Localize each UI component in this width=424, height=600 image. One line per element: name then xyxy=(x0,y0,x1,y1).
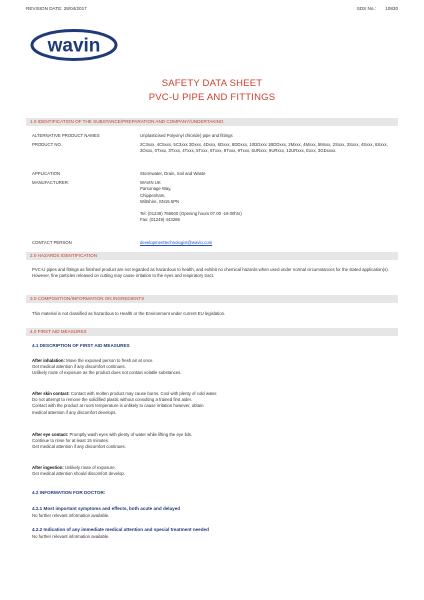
section-4-heading: 4.0 FIRST AID MEASURES xyxy=(26,328,398,336)
skin-contact-heading: After skin contact: xyxy=(32,391,70,396)
section-2-heading: 2.0 HAZARDS IDENTIFICATION xyxy=(26,252,398,260)
contact-label: CONTACT PERSON xyxy=(32,240,72,245)
logo-text: wavin xyxy=(47,35,101,57)
section-1-heading: 1.0 IDENTIFICATION OF THE SUBSTANCE/PREPARATION AND COMPANY/UNDERTAKING xyxy=(26,118,398,126)
manufacturer-address xyxy=(140,180,400,223)
wavin-logo xyxy=(30,28,118,62)
skin-contact-text-1: Contact with molten product may cause burns. Cool with plenty of cold water. xyxy=(69,391,218,396)
sds-number-block xyxy=(349,6,398,11)
eye-contact-block xyxy=(32,432,394,451)
contact-email-link[interactable]: developmenttechnologist@wavin.com xyxy=(140,240,213,245)
sds-number: 10830 xyxy=(385,6,398,11)
application-value: Stormwater, Drain, Soil and Waste xyxy=(140,171,206,176)
inhalation-text-2: Get medical attention if any discomfort continues. xyxy=(32,364,126,370)
eye-contact-heading: After eye contact: xyxy=(32,432,69,437)
application-label: APPLICATION xyxy=(32,171,61,176)
subsection-4-2-2-text: No further relevant information available. xyxy=(32,534,110,539)
document-header xyxy=(26,6,398,16)
sds-label: SDS No.: xyxy=(356,6,376,11)
ingestion-heading: After ingestion: xyxy=(32,465,64,470)
product-no-value: 2C3xxx, 4C5xxx, 5C3xxx 3Dxxx, 4Dxxx, 6Dxxx, 8DDxxx, 10DDxxx 1BDDxxx, 2Mxxx, 4Mxxx, 5Mxxx, 2Sxxx, 3Sxxx, 4Sxxx, 6Sxxx, 3Oxxx, 0Txxx, 3Txxx, 4Txxx, 5Txxx, 6Txxx, 8Txxx, 9Txxx, 6URxxx, 9URxxx, 12URxxx, Exxx, 3GDxxxx. xyxy=(140,142,388,154)
ingestion-text-2: Get medical attention should discomfort develop. xyxy=(32,471,125,477)
manufacturer-fax: Fax: (01249) 443286 xyxy=(140,217,180,223)
manufacturer-label: MANUFACTURER: xyxy=(32,180,70,185)
section-2-text: PVC-U pipes and fittings as finished product are not regarded as hazardous to health, and exhibit no chemical hazards when used under normal circumstances for the stated application(s). However, fine particles released on cutting may cause irritation to the eyes and respiratory tract. xyxy=(32,267,389,279)
manufacturer-line: Parsonage Way, xyxy=(140,186,172,192)
alt-names-label: ALTERNATIVE PRODUCT NAMES xyxy=(32,133,100,138)
section-3-text: This material is not classified as hazardous to Health or the Environment under current EU legislation. xyxy=(32,311,226,316)
manufacturer-line: WAVIN UK xyxy=(140,180,161,185)
subsection-4-2-1-text: No further relevant information available. xyxy=(32,513,110,518)
skin-contact-block xyxy=(32,391,394,416)
skin-contact-text-3: Contact with the product at room temperature is unlikely to cause irritation however, obtain xyxy=(32,403,204,409)
inhalation-text-1: Move the exposed person to fresh air at once. xyxy=(64,358,154,363)
eye-contact-text-1: Promptly wash eyes with plenty of water while lifting the eye lids. xyxy=(68,432,193,437)
title-line-1: SAFETY DATA SHEET xyxy=(161,78,263,89)
product-no-label: PRODUCT NO. xyxy=(32,142,63,147)
eye-contact-text-2: Continue to rinse for at least 15 minutes. xyxy=(32,438,110,444)
title-line-2: PVC-U PIPE AND FITTINGS xyxy=(148,92,276,103)
ingestion-block xyxy=(32,465,394,477)
inhalation-heading: After inhalation: xyxy=(32,358,65,363)
skin-contact-text-4: medical attention if any discomfort develops. xyxy=(32,409,117,415)
inhalation-text-3: Unlikely route of exposure as the product does not contain volatile substances. xyxy=(32,370,182,376)
skin-contact-text-2: Do not attempt to remove the solidified plastic without consulting a trained first aider. xyxy=(32,397,193,403)
ingestion-text-1: Unlikely route of exposure. xyxy=(63,465,116,470)
inhalation-block xyxy=(32,358,394,377)
subsection-4-1: 4.1 DESCRIPTION OF FIRST AID MEASURES xyxy=(32,343,130,348)
subsection-4-2-1: 4.2.1 Most important symptoms and effects, both acute and delayed xyxy=(32,506,181,511)
alt-names-value: Unplasticised Polyvinyl chloride) pipe and fittings xyxy=(140,133,233,138)
document-title xyxy=(0,78,424,103)
manufacturer-tel: Tel: (01249) 766600 (Opening hours 07.00 -19.00hrs) xyxy=(140,210,242,216)
subsection-4-2: 4.2 INFORMATION FOR DOCTOR: xyxy=(32,490,106,495)
revision-date: REVISION DATE: 28/04/2017 xyxy=(26,6,87,11)
manufacturer-line: Wiltshire, SN15 5PN xyxy=(140,199,180,205)
section-3-heading: 3.0 COMPOSITION/INFORMATION ON INGREDIENTS xyxy=(26,295,398,303)
manufacturer-line: Chippenham, xyxy=(140,192,166,198)
eye-contact-text-3: Get medical attention if any discomfort continues. xyxy=(32,444,126,450)
subsection-4-2-2: 4.2.2 Indication of any immediate medical attention and special treatment needed xyxy=(32,527,209,532)
